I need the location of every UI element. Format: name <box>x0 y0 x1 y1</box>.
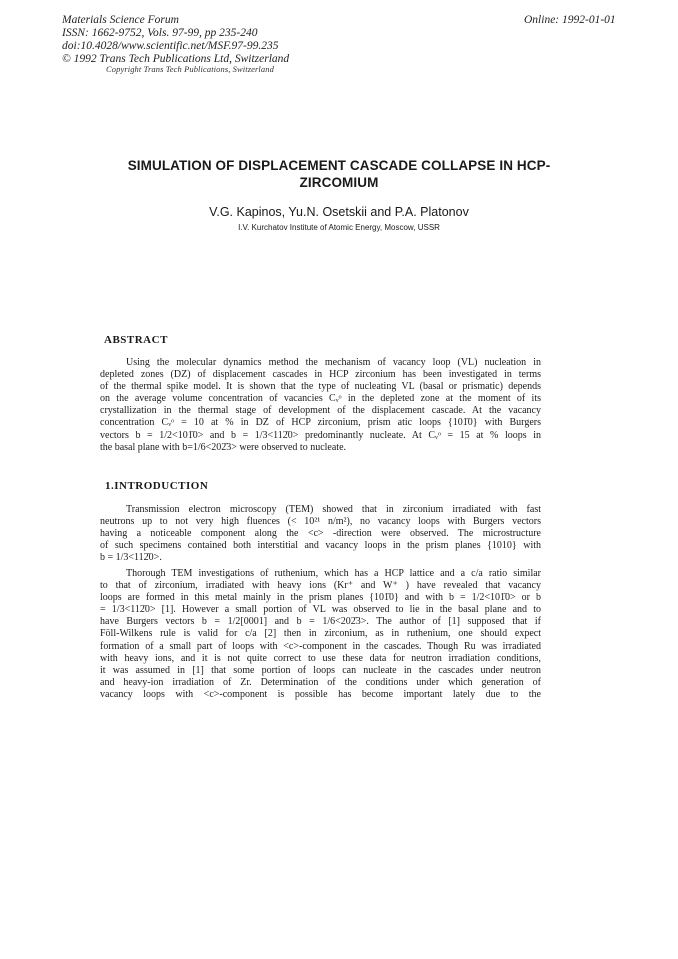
abstract-line: of the thermal spike model. It is shown that the type of nucleating VL (basal or prismatic) depends <box>100 381 541 393</box>
intro-line: Thorough TEM investigations of ruthenium, which has a HCP lattice and a c/a ratio similar <box>126 568 541 579</box>
abstract-line: concentration Cᵥᵒ = 10 at % in DZ of HCP zirconium, prism atic loops {101̄0} with Burgers <box>100 417 541 429</box>
abstract-line: vectors b = 1/2<101̄0> and b = 1/3<112̄0> predominantly nucleate. At Cᵥᵒ = 15 at % loops in <box>100 429 541 441</box>
intro-paragraph-2 <box>100 568 541 701</box>
abstract-line: crystallization in the thermal stage of development of the displacement cascade. At the vacancy <box>100 405 541 417</box>
title-line: ZIRCOMIUM <box>299 175 379 190</box>
copyright-stamp: Copyright Trans Tech Publications, Switzerland <box>106 64 274 74</box>
intro-line: with heavy ions, and it is not quite correct to use these data for neutron irradiation conditions, <box>100 652 541 664</box>
intro-line: it was assumed in [1] that some portion of loops can nucleate in the cascades under neutron <box>100 664 541 676</box>
journal-copyright: © 1992 Trans Tech Publications Ltd, Switzerland <box>62 53 290 65</box>
intro-line: have Burgers vectors b = 1/2[0001] and b = 1/6<202̄3>. The author of [1] supposed that if <box>100 616 541 628</box>
journal-name: Materials Science Forum <box>62 14 179 26</box>
intro-line: Föll-Wilkens rule is valid for c/a [2] then in zirconium, as in ruthenium, one should expect <box>100 628 541 640</box>
intro-line: formation of a small part of loops with <c>-component in the cascades. Though Ru was irradiated <box>100 640 541 652</box>
intro-line: Transmission electron microscopy (TEM) showed that in zirconium irradiated with fast <box>126 504 541 515</box>
intro-line: vacancy loops with <c>-component is possible has become important lately due to the <box>100 688 541 700</box>
intro-line: = 1/3<112̄0> [1]. However a small portion of VL was observed to lie in the basal plane and to <box>100 604 541 616</box>
abstract-line: the basal plane with b=1/6<202̄3> were observed to nucleate. <box>100 441 347 453</box>
abstract-text <box>100 357 541 454</box>
intro-line: having a noticeable component along the <c> -direction were observed. The microstructure <box>100 528 541 540</box>
abstract-line: Using the molecular dynamics method the mechanism of vacancy loop (VL) nucleation in <box>126 357 541 368</box>
journal-issn: ISSN: 1662-9752, Vols. 97-99, pp 235-240 <box>62 27 258 39</box>
online-date: Online: 1992-01-01 <box>524 14 616 26</box>
intro-paragraph-1 <box>100 504 541 564</box>
abstract-line: depleted zones (DZ) of displacement cascades in HCP zirconium has been investigated in terms <box>100 369 541 381</box>
journal-info <box>62 14 289 66</box>
intro-line: neutrons up to not very high fluences (< 10²¹ n/m²), no vacancy loops with Burgers vectors <box>100 516 541 528</box>
abstract-line: on the average volume concentration of vacancies Cᵥᵒ in the depleted zone at the moment of its <box>100 393 541 405</box>
authors: V.G. Kapinos, Yu.N. Osetskii and P.A. Platonov <box>209 205 469 219</box>
journal-doi[interactable]: doi:10.4028/www.scientific.net/MSF.97-99.235 <box>62 40 279 52</box>
intro-line: loops are formed in this metal mainly in the prism planes {101̄0} and with b = 1/2<101̄0> or b <box>100 592 541 604</box>
title-line: SIMULATION OF DISPLACEMENT CASCADE COLLAPSE IN HCP- <box>127 158 551 173</box>
affiliation: I.V. Kurchatov Institute of Atomic Energy, Moscow, USSR <box>238 223 440 232</box>
introduction-heading: 1.INTRODUCTION <box>105 480 209 492</box>
intro-line: of such specimens contained both interstitial and vacancy loops in the prism planes {1010} with <box>100 540 541 552</box>
intro-line: to that of zirconium, irradiated with heavy ions (Kr⁺ and W⁺ ) have revealed that vacancy <box>100 580 541 592</box>
paper-title <box>100 157 578 191</box>
intro-line: and heavy-ion irradiation of Zr. Determination of the conditions under which generation of <box>100 676 541 688</box>
intro-line: b = 1/3<112̄0>. <box>100 552 162 564</box>
abstract-heading: ABSTRACT <box>104 334 168 346</box>
